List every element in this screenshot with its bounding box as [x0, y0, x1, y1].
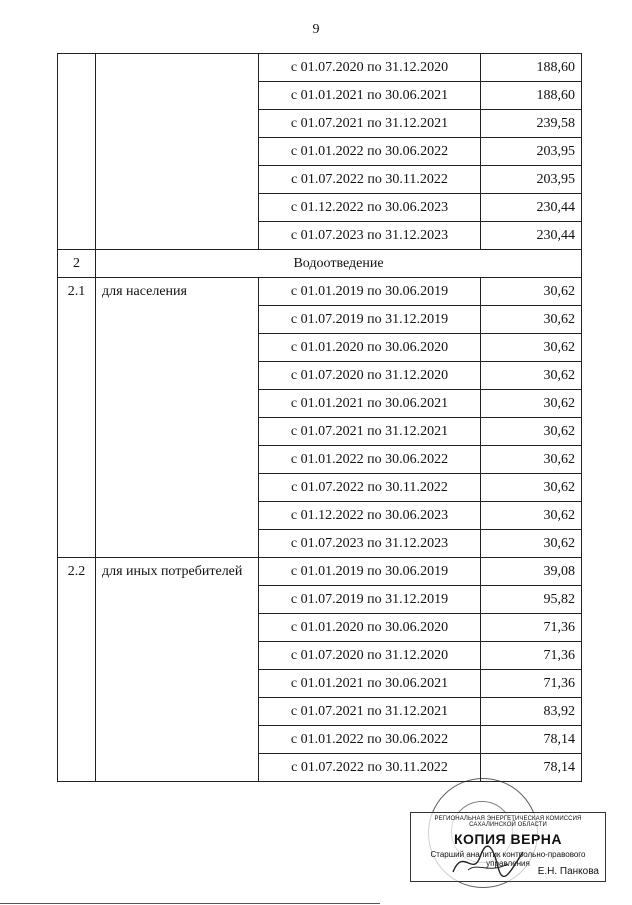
consumer-group-cell: для иных потребителей [96, 558, 259, 782]
tariff-value-cell: 30,62 [481, 278, 582, 306]
section-2-header [58, 250, 582, 278]
period-cell: с 01.07.2022 по 30.11.2022 [259, 474, 481, 502]
period-cell: с 01.07.2020 по 31.12.2020 [259, 362, 481, 390]
period-cell: с 01.01.2022 по 30.06.2022 [259, 726, 481, 754]
tariff-value-cell: 30,62 [481, 530, 582, 558]
period-cell: с 01.07.2019 по 31.12.2019 [259, 306, 481, 334]
tariff-value-cell: 30,62 [481, 418, 582, 446]
period-cell: с 01.07.2021 по 31.12.2021 [259, 418, 481, 446]
period-cell: с 01.07.2019 по 31.12.2019 [259, 586, 481, 614]
section-number: 2 [58, 250, 96, 278]
period-cell: с 01.07.2023 по 31.12.2023 [259, 222, 481, 250]
empty-name-cell [96, 54, 259, 250]
stamp-person: Е.Н. Панкова [537, 866, 599, 877]
period-cell: с 01.07.2020 по 31.12.2020 [259, 54, 481, 82]
stamp-title: КОПИЯ ВЕРНА [453, 831, 563, 847]
period-cell: с 01.01.2020 по 30.06.2020 [259, 614, 481, 642]
table-row [58, 558, 582, 586]
tariff-value-cell: 83,92 [481, 698, 582, 726]
tariff-value-cell: 30,62 [481, 390, 582, 418]
period-cell: с 01.07.2022 по 30.11.2022 [259, 754, 481, 782]
table-row [58, 278, 582, 306]
period-cell: с 01.01.2019 по 30.06.2019 [259, 558, 481, 586]
period-cell: с 01.01.2022 по 30.06.2022 [259, 446, 481, 474]
tariff-value-cell: 30,62 [481, 362, 582, 390]
period-cell: с 01.12.2022 по 30.06.2023 [259, 194, 481, 222]
tariff-value-cell: 71,36 [481, 642, 582, 670]
tariff-value-cell: 230,44 [481, 222, 582, 250]
period-cell: с 01.07.2021 по 31.12.2021 [259, 110, 481, 138]
page-number: 9 [312, 22, 320, 37]
period-cell: с 01.07.2021 по 31.12.2021 [259, 698, 481, 726]
stamp-position: Старший аналитик контрольно-правового управления [430, 850, 586, 868]
period-cell: с 01.07.2022 по 30.11.2022 [259, 166, 481, 194]
section-title: Водоотведение [96, 250, 582, 278]
tariff-value-cell: 239,58 [481, 110, 582, 138]
period-cell: с 01.01.2021 по 30.06.2021 [259, 390, 481, 418]
empty-number-cell [58, 54, 96, 250]
tariff-value-cell: 230,44 [481, 194, 582, 222]
tariff-value-cell: 30,62 [481, 334, 582, 362]
tariff-value-cell: 30,62 [481, 446, 582, 474]
table-row [58, 54, 582, 82]
group-number-cell: 2.1 [58, 278, 96, 558]
period-cell: с 01.01.2021 по 30.06.2021 [259, 670, 481, 698]
tariff-value-cell: 71,36 [481, 670, 582, 698]
handwritten-signature [448, 842, 528, 882]
tariff-value-cell: 95,82 [481, 586, 582, 614]
page-bottom-rule [0, 903, 380, 904]
group-2-1-rows [58, 278, 582, 558]
period-cell: с 01.01.2019 по 30.06.2019 [259, 278, 481, 306]
table-continuation-rows [58, 54, 582, 250]
tariff-value-cell: 188,60 [481, 54, 582, 82]
tariff-value-cell: 30,62 [481, 306, 582, 334]
tariff-value-cell: 203,95 [481, 166, 582, 194]
tariff-value-cell: 203,95 [481, 138, 582, 166]
tariff-value-cell: 78,14 [481, 754, 582, 782]
period-cell: с 01.01.2022 по 30.06.2022 [259, 138, 481, 166]
period-cell: с 01.07.2020 по 31.12.2020 [259, 642, 481, 670]
tariff-value-cell: 78,14 [481, 726, 582, 754]
tariff-value-cell: 30,62 [481, 502, 582, 530]
tariff-table [57, 53, 582, 782]
period-cell: с 01.07.2023 по 31.12.2023 [259, 530, 481, 558]
period-cell: с 01.12.2022 по 30.06.2023 [259, 502, 481, 530]
consumer-group-cell: для населения [96, 278, 259, 558]
group-number-cell: 2.2 [58, 558, 96, 782]
table-row [58, 250, 582, 278]
tariff-value-cell: 39,08 [481, 558, 582, 586]
tariff-value-cell: 30,62 [481, 474, 582, 502]
tariff-value-cell: 71,36 [481, 614, 582, 642]
stamp-organization: РЕГИОНАЛЬНАЯ ЭНЕРГЕТИЧЕСКАЯ КОМИССИЯ САХАЛИНСКОЙ ОБЛАСТИ [434, 816, 582, 828]
tariff-value-cell: 188,60 [481, 82, 582, 110]
group-2-2-rows [58, 558, 582, 782]
period-cell: с 01.01.2021 по 30.06.2021 [259, 82, 481, 110]
period-cell: с 01.01.2020 по 30.06.2020 [259, 334, 481, 362]
